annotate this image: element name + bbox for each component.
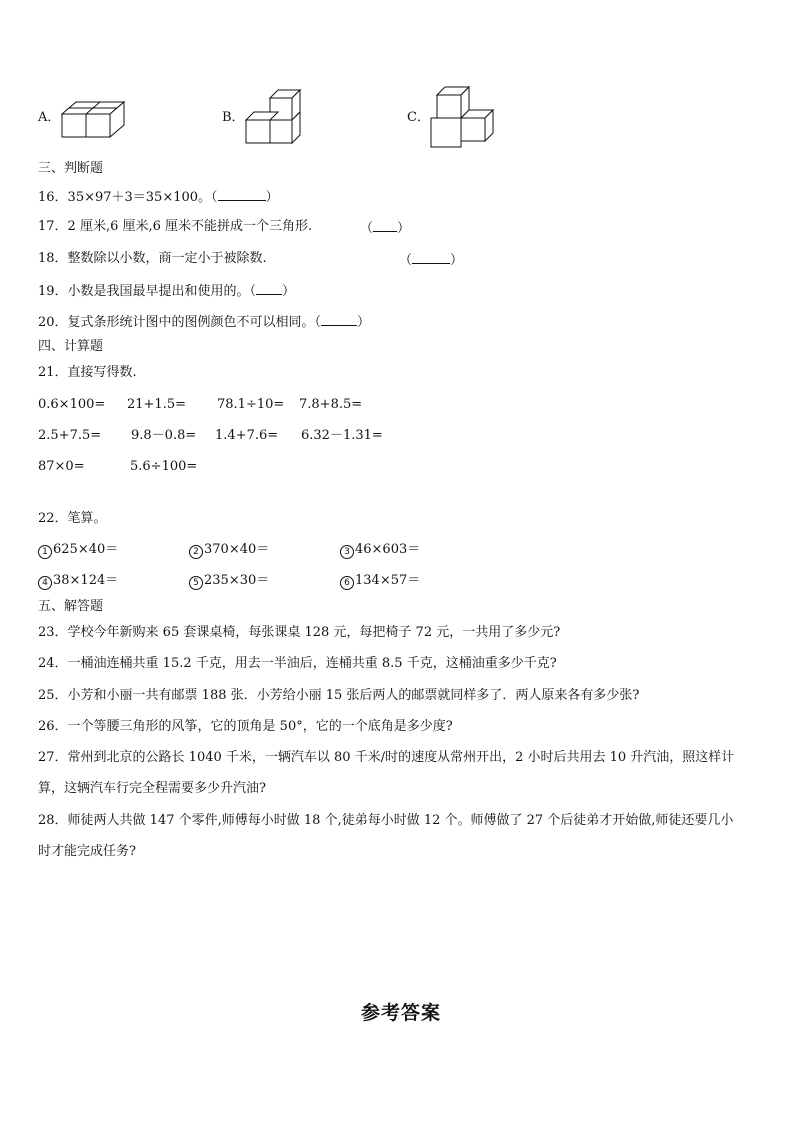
- answer-blank-19[interactable]: [256, 283, 282, 295]
- answer-blank-16[interactable]: [218, 189, 266, 201]
- section-4-title: 四、计算题: [38, 339, 104, 354]
- written-calc-4: [38, 574, 118, 590]
- question-18-bracket: [399, 252, 463, 267]
- question-17: [38, 220, 312, 233]
- circled-number-6: 6: [340, 576, 354, 590]
- question-17-close: ）: [397, 221, 411, 236]
- question-22: 22．笔算。: [38, 511, 107, 526]
- question-27-line-1: 27．常州到北京的公路长 1040 千米，一辆汽车以 80 千米/时的速度从常州开出，2 小时后共用去 10 升汽油，照这样计: [38, 750, 735, 765]
- circled-number-5: 5: [189, 576, 203, 590]
- calc-r3-c1: 87×0=: [38, 459, 85, 474]
- question-24: 24．一桶油连桶共重 15.2 千克，用去一半油后，连桶共重 8.5 千克，这桶油重多少千克?: [38, 656, 557, 671]
- option-a-label: A．: [38, 110, 61, 125]
- written-calc-3-expr: 46×603＝: [355, 542, 421, 557]
- written-calc-2: [189, 543, 269, 559]
- option-c-cubes-figure: [429, 83, 499, 151]
- calc-r1-c4: 7.8+8.5=: [299, 397, 363, 412]
- calc-r2-c1: 2.5+7.5=: [38, 428, 102, 443]
- question-27-line-2: 算，这辆汽车行完全程需要多少升汽油?: [38, 781, 266, 796]
- calc-r3-c2: 5.6÷100=: [130, 459, 198, 474]
- question-26: 26．一个等腰三角形的风筝，它的顶角是 50°，它的一个底角是多少度?: [38, 719, 453, 734]
- question-20-close: ）: [357, 315, 371, 330]
- circled-number-1: 1: [38, 545, 52, 559]
- question-17-bracket: [360, 220, 410, 235]
- option-b-cubes-figure: [244, 87, 304, 147]
- answer-key-title: 参考答案: [361, 1002, 442, 1024]
- question-19-text: 19．小数是我国最早提出和使用的。（: [38, 284, 257, 299]
- answer-blank-18[interactable]: [412, 252, 450, 264]
- written-calc-2-expr: 370×40＝: [204, 542, 270, 557]
- written-calc-6: [340, 574, 420, 590]
- question-20-text: 20．复式条形统计图中的图例颜色不可以相同。（: [38, 315, 322, 330]
- written-calc-5: [189, 574, 269, 590]
- question-18-open: （: [399, 253, 413, 268]
- calc-r1-c2: 21+1.5=: [127, 397, 187, 412]
- written-calc-6-expr: 134×57＝: [355, 573, 421, 588]
- written-calc-1-expr: 625×40＝: [53, 542, 119, 557]
- option-a-cubes-figure: [60, 98, 128, 140]
- question-28-line-2: 时才能完成任务?: [38, 844, 136, 859]
- question-18-text: 18．整数除以小数，商一定小于被除数.: [38, 251, 267, 266]
- calc-r1-c1: 0.6×100=: [38, 397, 106, 412]
- written-calc-4-expr: 38×124＝: [53, 573, 119, 588]
- section-3-title: 三、判断题: [38, 161, 104, 176]
- question-23: 23．学校今年新购来 65 套课桌椅，每张课桌 128 元，每把椅子 72 元，一共用了多少元?: [38, 625, 561, 640]
- calc-r2-c3: 1.4+7.6=: [215, 428, 279, 443]
- question-25: 25．小芳和小丽一共有邮票 188 张．小芳给小丽 15 张后两人的邮票就同样多了．两人原来各有多少张?: [38, 688, 640, 703]
- question-17-text: 17．2 厘米,6 厘米,6 厘米不能拼成一个三角形.: [38, 219, 313, 234]
- answer-blank-17[interactable]: [373, 220, 397, 232]
- question-16: [38, 189, 279, 204]
- question-20: [38, 314, 370, 329]
- calc-r2-c2: 9.8－0.8=: [131, 428, 197, 443]
- option-c-label: C．: [407, 110, 430, 125]
- section-5-title: 五、解答题: [38, 599, 104, 614]
- question-17-open: （: [360, 221, 374, 236]
- question-19: [38, 283, 295, 298]
- calc-r1-c3: 78.1÷10=: [217, 397, 285, 412]
- answer-blank-20[interactable]: [321, 314, 357, 326]
- option-b-label: B．: [222, 110, 245, 125]
- written-calc-3: [340, 543, 420, 559]
- circled-number-3: 3: [340, 545, 354, 559]
- question-28-line-1: 28．师徒两人共做 147 个零件,师傅每小时做 18 个,徒弟每小时做 12 个。师傅做了 27 个后徒弟才开始做,师徒还要几小: [38, 813, 734, 828]
- question-18-close: ）: [450, 253, 464, 268]
- question-19-close: ）: [282, 284, 296, 299]
- question-16-text: 16．35×97＋3＝35×100。（: [38, 190, 218, 205]
- written-calc-5-expr: 235×30＝: [204, 573, 270, 588]
- question-18: [38, 252, 267, 265]
- question-21: 21．直接写得数.: [38, 365, 137, 380]
- circled-number-2: 2: [189, 545, 203, 559]
- circled-number-4: 4: [38, 576, 52, 590]
- calc-r2-c4: 6.32－1.31=: [301, 428, 383, 443]
- written-calc-1: [38, 543, 118, 559]
- question-16-close: ）: [265, 190, 279, 205]
